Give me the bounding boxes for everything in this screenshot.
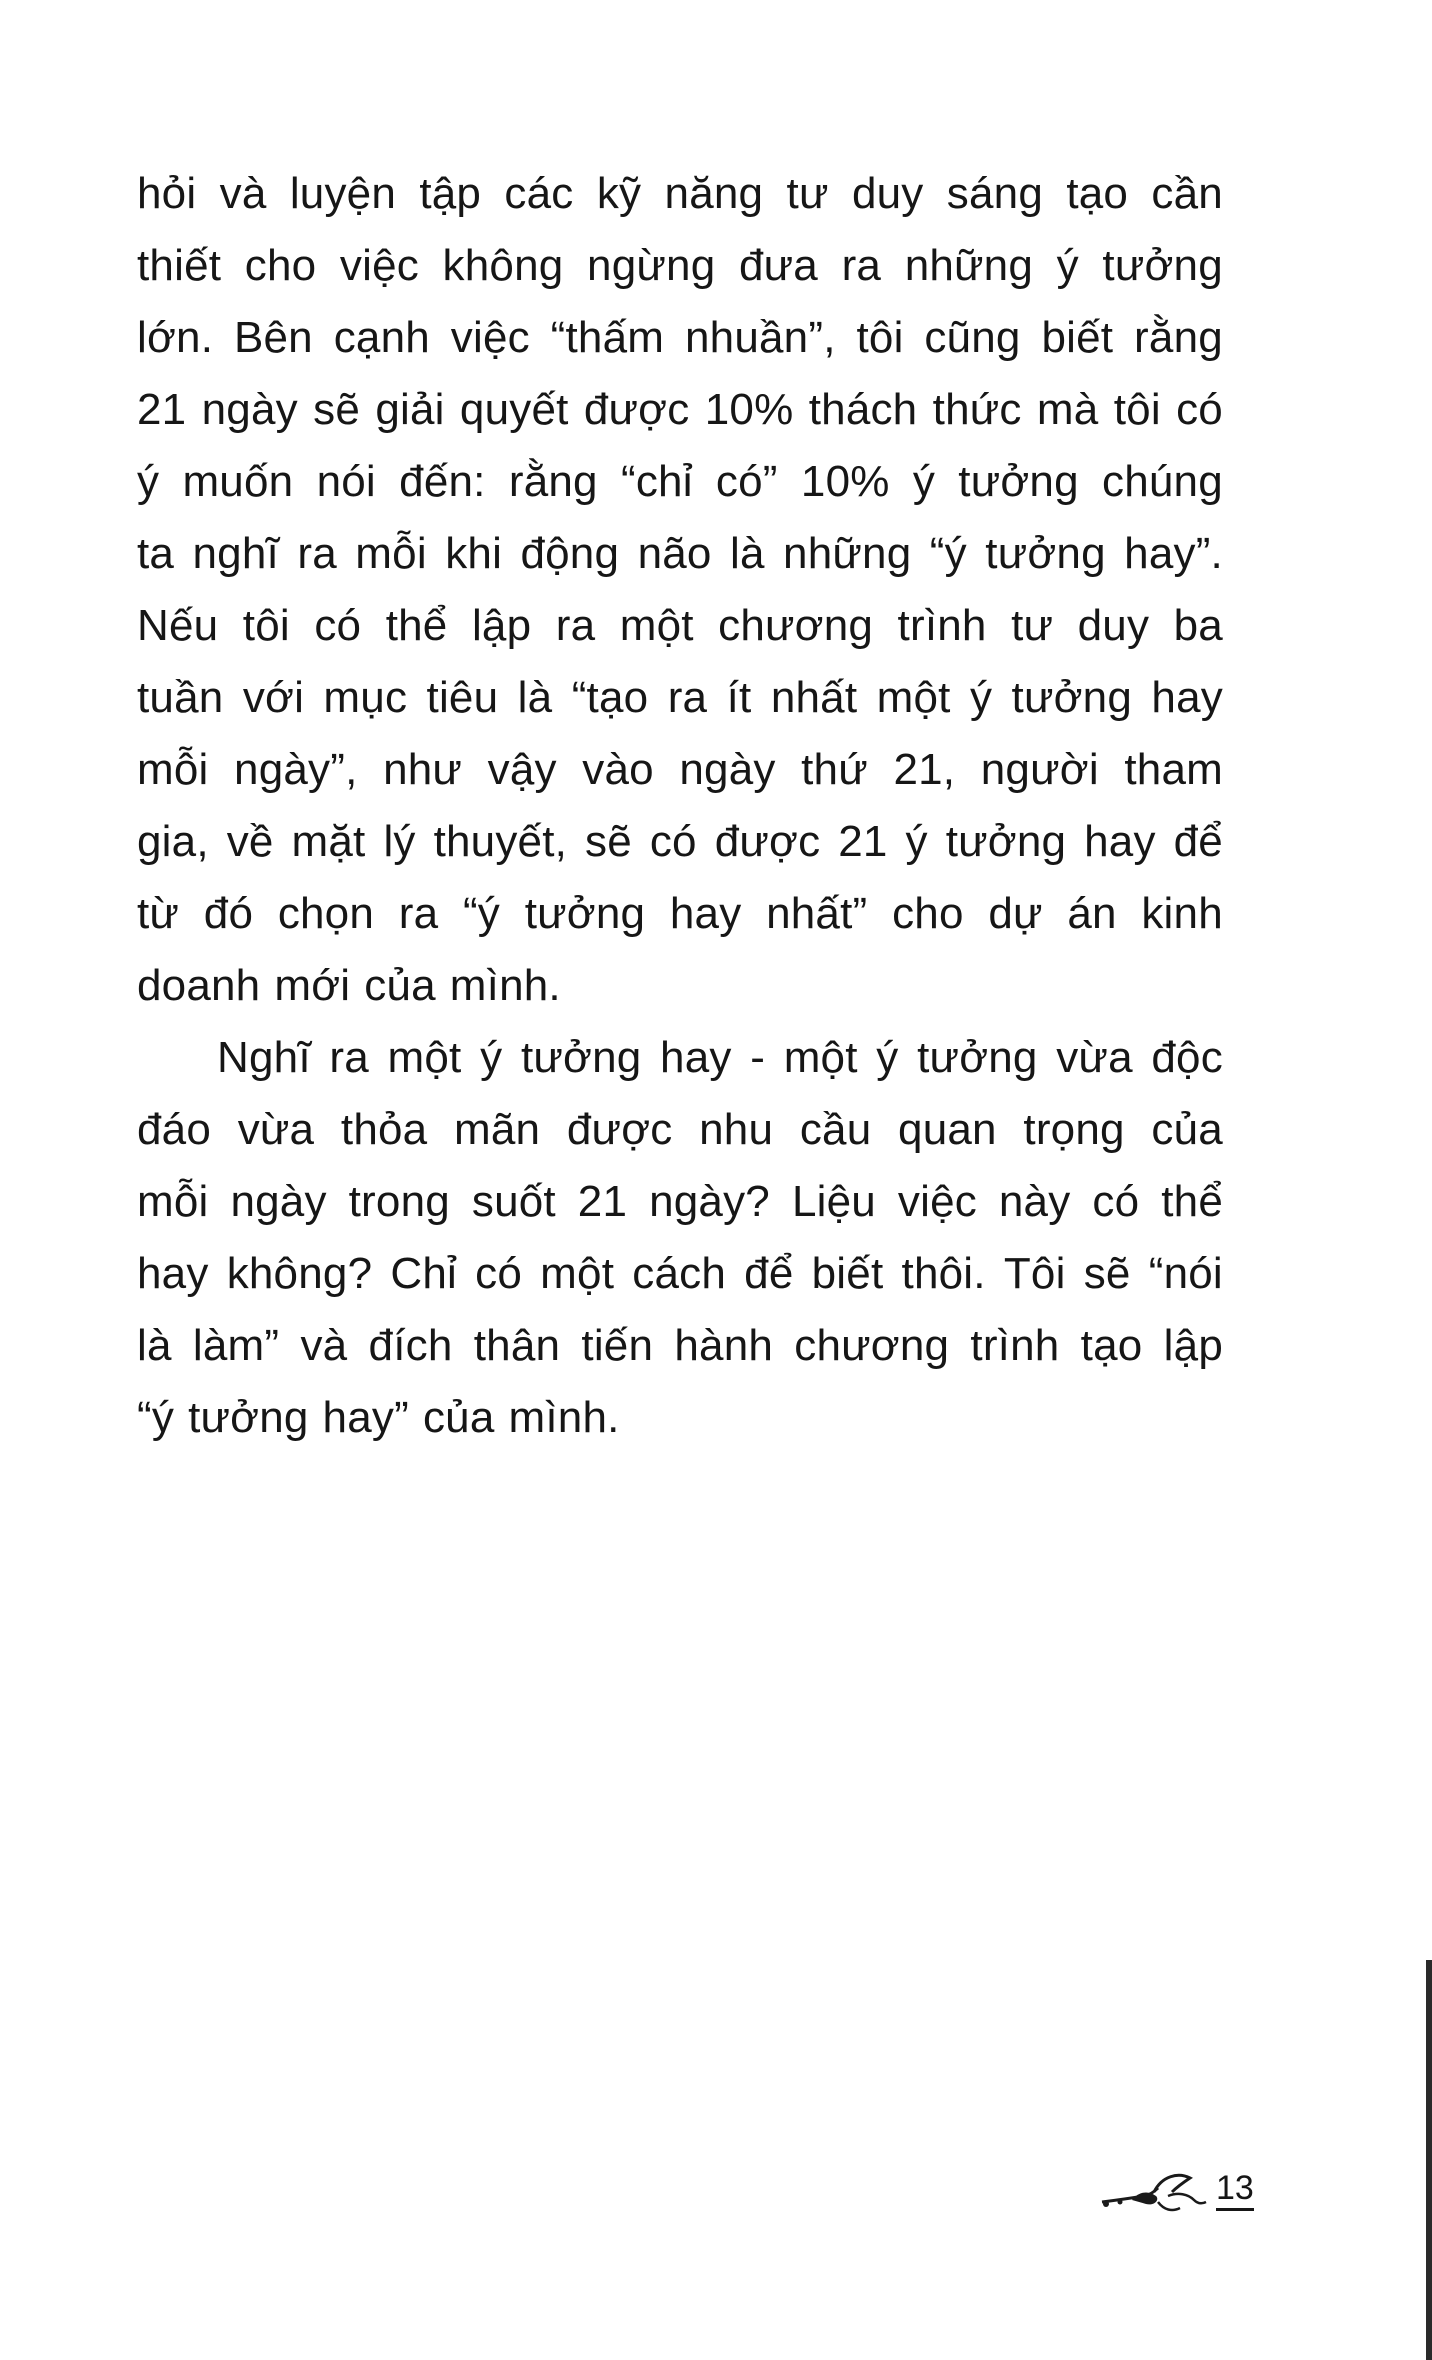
- word: vừa: [1056, 1033, 1133, 1082]
- word: án: [1067, 889, 1117, 938]
- word: ngày: [201, 385, 298, 434]
- word: duy: [851, 169, 924, 218]
- word: thuyết,: [433, 817, 568, 866]
- word: mãn: [454, 1105, 541, 1154]
- word: não: [637, 529, 712, 578]
- word: 21: [137, 385, 187, 434]
- word: hay: [1151, 673, 1223, 722]
- word: có: [649, 817, 697, 866]
- word: sẽ: [585, 817, 632, 866]
- word: lớn.: [137, 313, 214, 362]
- word: mình.: [508, 1393, 620, 1442]
- word: mỗi: [137, 1177, 209, 1226]
- word: khi: [445, 529, 503, 578]
- word: các: [504, 169, 574, 218]
- text-line: [137, 878, 1223, 950]
- word: tạo: [1066, 169, 1129, 218]
- word: gia,: [137, 817, 209, 866]
- word: đến:: [399, 457, 486, 506]
- word: như: [383, 745, 463, 794]
- word: với: [242, 673, 305, 722]
- word: ý: [912, 457, 936, 506]
- word: kinh: [1141, 889, 1223, 938]
- word: tưởng: [917, 1033, 1038, 1082]
- word: không: [442, 241, 564, 290]
- word: ngày”,: [234, 745, 358, 794]
- word: thân: [473, 1321, 561, 1370]
- word: hay”: [322, 1393, 409, 1442]
- word: muốn: [182, 457, 294, 506]
- word: để: [1173, 817, 1223, 866]
- word: giải: [375, 385, 445, 434]
- word: ngày: [230, 1177, 327, 1226]
- word: một: [619, 601, 694, 650]
- word: chương: [718, 601, 874, 650]
- word: này: [998, 1177, 1071, 1226]
- word: thể: [1161, 1177, 1223, 1226]
- word: rằng: [508, 457, 598, 506]
- word: đưa: [738, 241, 818, 290]
- word: năng: [664, 169, 764, 218]
- word: và: [219, 169, 267, 218]
- word: nghĩ: [192, 529, 279, 578]
- word: nói: [316, 457, 376, 506]
- word: “ý: [462, 889, 500, 938]
- word: sáng: [946, 169, 1044, 218]
- text-line: [137, 446, 1223, 518]
- page-number: 13: [1216, 2168, 1254, 2211]
- word: tôi: [1113, 385, 1161, 434]
- word: cầu: [799, 1105, 872, 1154]
- word: quan: [898, 1105, 997, 1154]
- word: mình.: [449, 961, 561, 1010]
- word: một: [540, 1249, 615, 1298]
- word: rằng: [1134, 313, 1223, 362]
- word: thách: [808, 385, 918, 434]
- word: thứ: [801, 745, 868, 794]
- word: có: [475, 1249, 523, 1298]
- text-line: [137, 158, 1223, 230]
- word: ba: [1173, 601, 1223, 650]
- word: vừa: [237, 1105, 315, 1154]
- word: tham: [1124, 745, 1223, 794]
- word: Bên: [233, 313, 313, 362]
- word: duy: [1077, 601, 1150, 650]
- body-text: [137, 158, 1223, 1454]
- text-line: [137, 950, 1223, 1022]
- text-line: [137, 1310, 1223, 1382]
- word: “tạo: [571, 673, 649, 722]
- word: thiết: [137, 241, 222, 290]
- word: tưởng: [958, 457, 1079, 506]
- word: ít: [726, 673, 752, 722]
- word: ngày?: [649, 1177, 770, 1226]
- word: ý: [137, 457, 160, 506]
- word: từ: [137, 889, 180, 938]
- word: tưởng: [945, 817, 1067, 866]
- word: được: [566, 1105, 673, 1154]
- word: Nghĩ: [217, 1033, 311, 1082]
- word: Liệu: [791, 1177, 876, 1226]
- word: ra: [297, 529, 337, 578]
- word: chúng: [1102, 457, 1223, 506]
- word: tưởng: [985, 529, 1106, 578]
- word: tưởng: [1011, 673, 1133, 722]
- word: thôi.: [901, 1249, 986, 1298]
- word: “ý: [137, 1393, 175, 1442]
- word: 10%: [800, 457, 890, 506]
- word: cách: [632, 1249, 727, 1298]
- word: của: [1151, 1105, 1223, 1154]
- word: doanh: [137, 961, 261, 1010]
- word: tôi: [856, 313, 904, 362]
- word: việc: [897, 1177, 977, 1226]
- word: 21: [577, 1177, 628, 1226]
- word: tuần: [137, 673, 224, 722]
- word: cạnh: [333, 313, 430, 362]
- word: là: [729, 529, 765, 578]
- word: động: [520, 529, 620, 578]
- word: 21: [838, 817, 888, 866]
- word: 10%: [704, 385, 794, 434]
- word: hành: [674, 1321, 774, 1370]
- word: “ý: [929, 529, 967, 578]
- word: hay: [137, 1249, 209, 1298]
- word: sẽ: [313, 385, 361, 434]
- word: hay: [1084, 817, 1156, 866]
- word: 21,: [893, 745, 956, 794]
- word: “thấm: [550, 313, 665, 362]
- word: “nói: [1148, 1249, 1223, 1298]
- page-footer: [1098, 2158, 1268, 2228]
- word: tưởng: [520, 1033, 642, 1082]
- word: thỏa: [340, 1105, 428, 1154]
- word: mới: [274, 961, 351, 1010]
- word: có: [1092, 1177, 1140, 1226]
- word: lập: [1163, 1321, 1223, 1370]
- word: cho: [892, 889, 964, 938]
- text-line: [137, 1382, 1223, 1454]
- word: đáo: [137, 1105, 212, 1154]
- text-line: [137, 734, 1223, 806]
- word: cần: [1151, 169, 1223, 218]
- word: suốt: [471, 1177, 556, 1226]
- word: Chỉ: [390, 1249, 458, 1298]
- text-line: [137, 230, 1223, 302]
- word: để: [744, 1249, 794, 1298]
- word: ý: [905, 817, 928, 866]
- text-line: [137, 374, 1223, 446]
- text-line: [137, 518, 1223, 590]
- word: ý: [480, 1033, 503, 1082]
- word: có”: [715, 457, 778, 506]
- word: ngày: [679, 745, 776, 794]
- word: trình: [970, 1321, 1060, 1370]
- word: ra: [398, 889, 439, 938]
- word: tư: [1011, 601, 1054, 650]
- word: hay”.: [1124, 529, 1223, 578]
- word: mục: [323, 673, 408, 722]
- word: của: [364, 961, 436, 1010]
- word: tưởng: [188, 1393, 309, 1442]
- word: tưởng: [1102, 241, 1223, 290]
- word: ta: [137, 529, 175, 578]
- word: tiêu: [426, 673, 499, 722]
- word: biết: [811, 1249, 884, 1298]
- word: dự: [988, 889, 1043, 938]
- page-edge-shadow: [1426, 1960, 1432, 2360]
- word: đó: [203, 889, 254, 938]
- word: mà: [1036, 385, 1099, 434]
- word: được: [583, 385, 690, 434]
- word: mỗi: [355, 529, 427, 578]
- paragraph-2: [137, 1022, 1223, 1454]
- word: “chỉ: [620, 457, 693, 506]
- word: việc: [339, 241, 419, 290]
- word: nhuần”,: [684, 313, 836, 362]
- text-line: [137, 1166, 1223, 1238]
- word: là: [517, 673, 553, 722]
- word: tập: [419, 169, 482, 218]
- word: nhất: [770, 673, 858, 722]
- text-line: [137, 1022, 1223, 1094]
- word: tạo: [1080, 1321, 1143, 1370]
- word: quyết: [459, 385, 569, 434]
- word: sẽ: [1083, 1249, 1131, 1298]
- text-line: [137, 590, 1223, 662]
- word: chọn: [277, 889, 375, 938]
- word: đích: [368, 1321, 453, 1370]
- word: nhu: [699, 1105, 774, 1154]
- word: hỏi: [137, 169, 197, 218]
- word: kỹ: [596, 169, 642, 218]
- word: vậy: [487, 745, 557, 794]
- word: độc: [1151, 1033, 1223, 1082]
- word: vào: [582, 745, 654, 794]
- word: và: [300, 1321, 348, 1370]
- decorative-flourish-icon: [1098, 2162, 1210, 2222]
- word: hay: [669, 889, 742, 938]
- word: Nếu: [137, 601, 219, 650]
- word: tiến: [581, 1321, 654, 1370]
- word: cho: [244, 241, 317, 290]
- word: Tôi: [1003, 1249, 1066, 1298]
- word: cũng: [924, 313, 1021, 362]
- word: hay: [660, 1033, 732, 1082]
- word: có: [314, 601, 362, 650]
- word: trong: [348, 1177, 450, 1226]
- word: lý: [383, 817, 416, 866]
- word: của: [422, 1393, 495, 1442]
- word: người: [980, 745, 1099, 794]
- word: một: [387, 1033, 462, 1082]
- word: những: [783, 529, 912, 578]
- word: mặt: [291, 817, 366, 866]
- word: trọng: [1023, 1105, 1125, 1154]
- word: những: [904, 241, 1034, 290]
- word: ý: [1056, 241, 1079, 290]
- word: được: [714, 817, 821, 866]
- text-line: [137, 662, 1223, 734]
- word: mỗi: [137, 745, 209, 794]
- word: chương: [794, 1321, 950, 1370]
- text-line: [137, 1238, 1223, 1310]
- word: biết: [1041, 313, 1114, 362]
- text-line: [137, 1094, 1223, 1166]
- word: việc: [450, 313, 530, 362]
- word: ra: [329, 1033, 369, 1082]
- word: có: [1176, 385, 1223, 434]
- word: -: [750, 1033, 766, 1082]
- word: luyện: [289, 169, 397, 218]
- word: làm”: [192, 1321, 280, 1370]
- word: nhất”: [766, 889, 868, 938]
- word: tôi: [242, 601, 290, 650]
- text-line: [137, 806, 1223, 878]
- word: không?: [226, 1249, 373, 1298]
- word: ra: [667, 673, 708, 722]
- word: là: [137, 1321, 172, 1370]
- word: một: [876, 673, 951, 722]
- word: một: [783, 1033, 858, 1082]
- word: về: [226, 817, 274, 866]
- word: ý: [969, 673, 993, 722]
- text-line: [137, 302, 1223, 374]
- word: trình: [897, 601, 987, 650]
- word: ngừng: [587, 241, 716, 290]
- word: tưởng: [524, 889, 646, 938]
- paragraph-1: [137, 158, 1223, 1022]
- word: tư: [786, 169, 829, 218]
- word: lập: [471, 601, 532, 650]
- word: thức: [932, 385, 1022, 434]
- word: ra: [555, 601, 596, 650]
- word: ý: [876, 1033, 899, 1082]
- word: thể: [385, 601, 448, 650]
- word: ra: [841, 241, 882, 290]
